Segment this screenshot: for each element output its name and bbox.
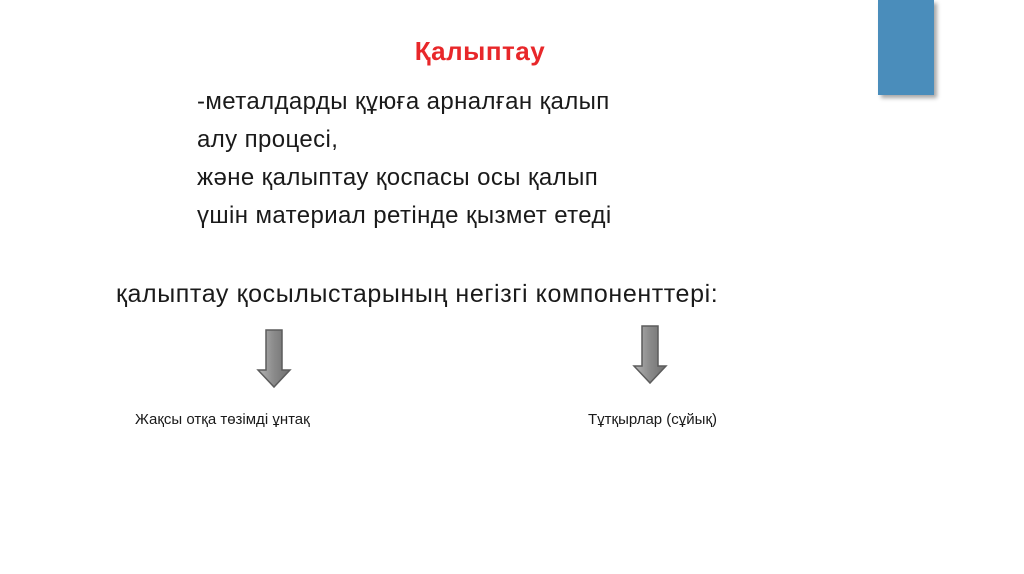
definition-line: және қалыптау қоспасы осы қалып (197, 164, 599, 191)
definition-line: алу процесі, (197, 126, 339, 153)
definition-text (197, 83, 612, 235)
definition-line: -металдарды құюға арналған қалып (197, 88, 610, 115)
down-arrow-icon (632, 324, 668, 386)
component-label-binders: Тұтқырлар (сұйық) (588, 411, 718, 428)
slide-title: Қалыптау (414, 36, 546, 66)
down-arrow-icon (256, 328, 292, 390)
definition-line: үшін материал ретінде қызмет етеді (197, 202, 612, 229)
component-label-powder: Жақсы отқа төзімді ұнтақ (135, 411, 310, 428)
components-heading: қалыптау қосылыстарының негізгі компоненттері: (116, 280, 719, 308)
